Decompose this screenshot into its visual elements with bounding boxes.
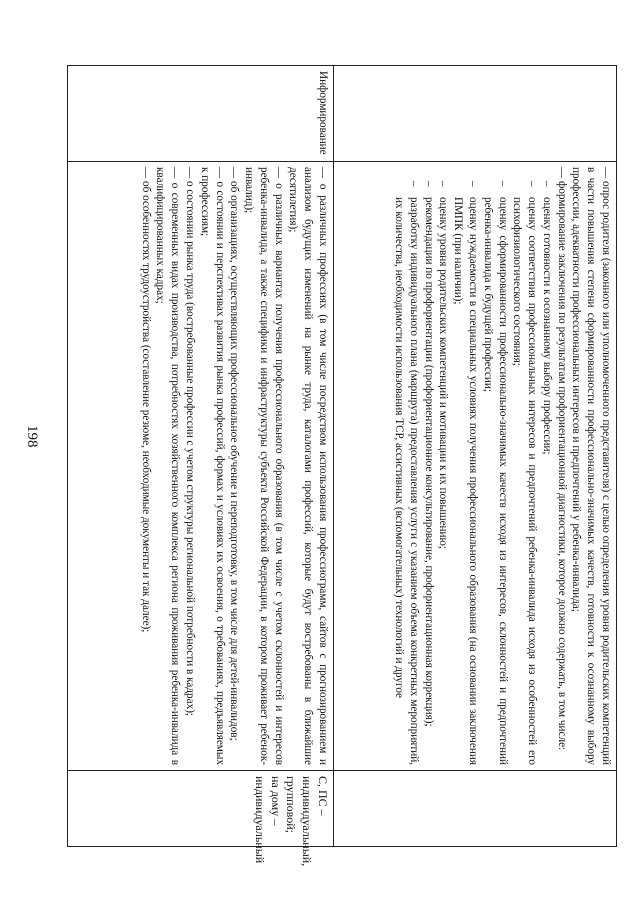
- list-item: – оценку нуждаемости в специальных условиях получения профессионального образования (на основании заключения ПМПК (при наличии);: [452, 181, 479, 765]
- list-item: – оценку соответствия профессиональных интересов и предпочтений ребенка-инвалида исходя из особенностей его психофизиологического состояния;: [511, 181, 539, 765]
- list-item: — о состоянии рынка труда (востребованные профессии с учетом структуры региональной потребности в кадрах);: [183, 167, 196, 717]
- list-item: — об особенностях трудоустройства (составление резюме, необходимые документы и так далее);: [139, 167, 152, 633]
- services-table: [67, 65, 617, 867]
- service-name: Информирование: [68, 66, 334, 162]
- intro-paragraph: — опрос родителя (законного или уполномоченного представителя) с целью определения уровня родительских компетенций в части повышения степени сформированности профессионально-значимых качеств, готовности к осознанному выбору профессии, адекватности профессиональных интересов и предпочтений у ребенка-инвалида;: [570, 167, 612, 765]
- intro-paragraph: — формирование заключения по результатам профориентационной диагностики, которое должно содержать, в том числе:: [555, 167, 568, 751]
- page-number: 198: [24, 425, 40, 448]
- list-item: – оценку уровня родительских компетенций и мотивации к их повышению;: [437, 181, 450, 549]
- list-item: – оценку готовности к осознанному выбору профессии;: [540, 181, 553, 455]
- list-item: – рекомендации по профориентации (профориентационное консультирование, профориентационная коррекция);: [422, 181, 435, 727]
- table-row: [68, 66, 334, 847]
- row2-content: [68, 162, 334, 771]
- list-item: — о современных видах производства, потребностях хозяйственного комплекса региона проживания ребенка-инвалида в квалифицированных кадрах;: [154, 167, 182, 765]
- rotated-page: [67, 65, 617, 867]
- list-item: — о различных профессиях (в том числе посредством использования профессиограмм, сайтов с прогнозированием и анализом будущих изменений на рынке труда, каталогами профессий, которые будут востребованы в ближайшие десятилетия);: [287, 167, 329, 765]
- row1-content: [334, 162, 617, 771]
- list-item: — о различных вариантах получения профессионального образования (в том числе с учетом склонностей и интересов ребенка-инвалида, а также специфики и инфраструктуры субъекта Российской Федерации, в котором проживает ребенок-инвалид);: [243, 167, 285, 765]
- row1-col3: [334, 771, 617, 847]
- list-item: – оценку сформированности профессионально-значимых качеств исходя из интересов, склонностей и предпочтений ребенка-инвалида к будущей профессии;: [481, 181, 509, 765]
- table-row: [334, 66, 617, 847]
- row1-col1: [334, 66, 617, 162]
- list-item: – разработку индивидуального плана (маршрута) предоставления услуги с указанием объема конкретных мероприятий, их количества, необходимости использования ТСР, ассистивных (вспомогательных) технологий и другое: [393, 181, 420, 765]
- list-item: — об организациях, осуществляющих профессиональное обучение и переподготовку, в том числе для детей-инвалидов;: [228, 167, 241, 741]
- list-item: — о состоянии и перспективах развития рынка профессий, формах и условиях их освоения, о требованиях, предъявляемых к профессиям;: [198, 167, 226, 765]
- service-form: С, ПС – индивидуальный, групповой; на дому – индивидуальный: [68, 771, 334, 847]
